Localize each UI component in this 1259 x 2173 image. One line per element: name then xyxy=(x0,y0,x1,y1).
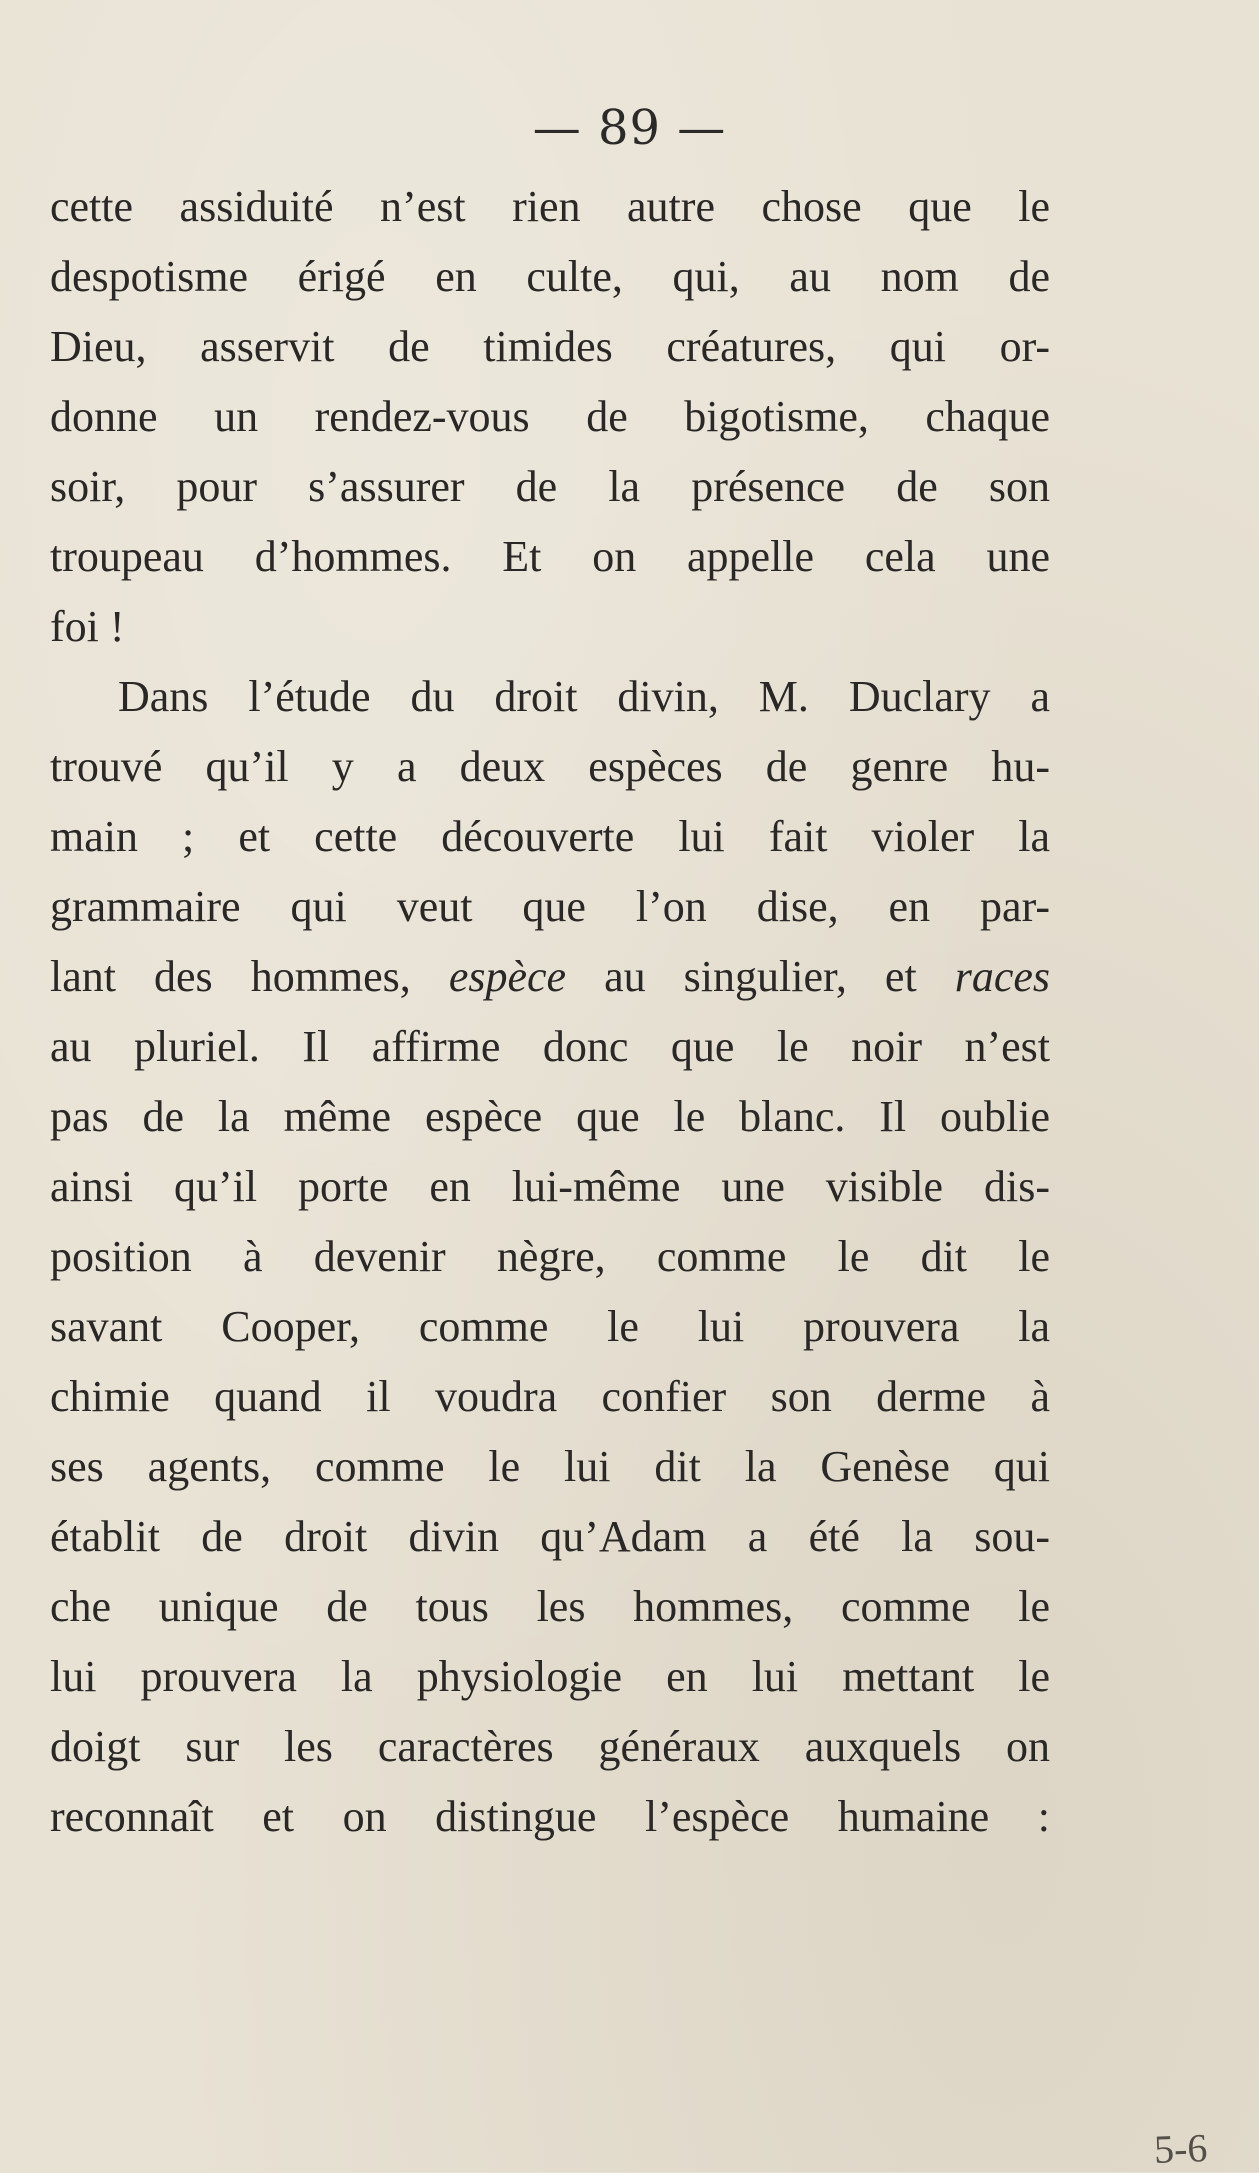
text-line-7: foi ! xyxy=(50,602,125,651)
text-line-16: position à devenir nègre, comme le dit le xyxy=(50,1232,1050,1281)
text-line-2: despotisme érigé en culte, qui, au nom de xyxy=(50,252,1050,301)
text-line-8: Dans l’étude du droit divin, M. Duclary a xyxy=(118,672,1050,721)
text-line-14: pas de la même espèce que le blanc. Il oublie xyxy=(50,1092,1050,1141)
text-line-13: au pluriel. Il affirme donc que le noir n’est xyxy=(50,1022,1050,1071)
text-line-6: troupeau d’hommes. Et on appelle cela une xyxy=(50,532,1050,581)
text-line-21: che unique de tous les hommes, comme le xyxy=(50,1582,1050,1631)
text-line-5: soir, pour s’assurer de la présence de son xyxy=(50,462,1050,511)
page-number: — 89 — xyxy=(532,100,727,156)
text-line-12-before: lant des hommes, xyxy=(50,952,449,1001)
text-line-24: reconnaît et on distingue l’espèce humaine : xyxy=(50,1792,1050,1841)
corner-handwritten-note: 5-6 xyxy=(1152,2125,1208,2172)
text-line-4: donne un rendez-vous de bigotisme, chaque xyxy=(50,392,1050,441)
text-line-12 xyxy=(50,942,1050,1012)
text-line-19: ses agents, comme le lui dit la Genèse qui xyxy=(50,1442,1050,1491)
text-line-11: grammaire qui veut que l’on dise, en par- xyxy=(50,882,1050,931)
text-line-10: main ; et cette découverte lui fait violer la xyxy=(50,812,1050,861)
text-line-22: lui prouvera la physiologie en lui mettant le xyxy=(50,1652,1050,1701)
text-line-15: ainsi qu’il porte en lui-même une visible dis- xyxy=(50,1162,1050,1211)
body-text xyxy=(50,172,1050,1852)
text-line-3: Dieu, asservit de timides créatures, qui or- xyxy=(50,322,1050,371)
text-line-20: établit de droit divin qu’Adam a été la sou- xyxy=(50,1512,1050,1561)
italic-word-espece: espèce xyxy=(448,952,567,1001)
text-line-17: savant Cooper, comme le lui prouvera la xyxy=(50,1302,1050,1351)
text-line-9: trouvé qu’il y a deux espèces de genre hu- xyxy=(50,742,1050,791)
text-line-18: chimie quand il voudra confier son derme à xyxy=(50,1372,1050,1421)
italic-word-races: races xyxy=(954,952,1051,1001)
text-line-12-middle: au singulier, et xyxy=(566,952,955,1001)
text-line-1: cette assiduité n’est rien autre chose que le xyxy=(50,182,1050,231)
text-line-23: doigt sur les caractères généraux auxquels on xyxy=(50,1722,1050,1771)
